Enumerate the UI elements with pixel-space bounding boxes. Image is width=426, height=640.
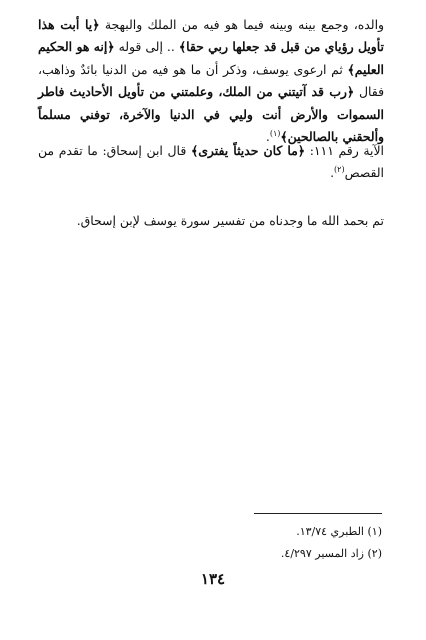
footnote-2: (٢) زاد المسير ٤/٢٩٧. [280, 547, 382, 560]
quran-quote-1: ﴿يا أبت هذا تأويل رؤياي من قبل قد جعلها ربي حقا﴾ [38, 17, 384, 55]
paragraph-2-lead: الآية رقم ١١١: [305, 143, 385, 158]
quran-quote-2: ﴿إنه هو الحكيم العليم﴾ [38, 39, 384, 77]
paragraph-1 [38, 14, 384, 148]
footnote-1: (١) الطبري ١٣/٧٤. [296, 525, 382, 538]
paragraph-3 [38, 210, 384, 232]
quran-quote-4: ﴿ما كان حديثاً يفترى﴾ [190, 143, 306, 158]
paragraph-2-tail: قال ابن إسحاق: ما تقدم من القصص [38, 143, 384, 181]
paragraph-1-mid-2: ثم ارعوى يوسف، وذكر أن ما هو فيه من الدنيا بائدٌ وذاهب، فقال [38, 61, 384, 100]
footnote-ref-1: (١) [269, 128, 281, 138]
paragraph-2-end: . [330, 165, 335, 181]
paragraph-1-mid-1: .. إلى قوله [114, 39, 179, 55]
closing-sentence: تم بحمد الله ما وجدناه من تفسير سورة يوسف لإبن إسحاق. [76, 213, 384, 228]
paragraph-1-lead: والده، وجمع بينه وبينه فيما هو فيه من الملك والبهجة [99, 17, 385, 32]
footnote-ref-2: (٢) [334, 165, 345, 175]
paragraph-1-end: . [265, 129, 270, 145]
page-number: ١٣٤ [200, 570, 226, 588]
footnote-divider [254, 513, 382, 514]
quran-quote-3: ﴿رب قد آتيتني من الملك، وعلمتني من تأويل الأحاديث فاطر السموات والأرض أنت وليي في الدنيا والآخرة، توفني مسلماً وألحقني بالصالحين﴾ [38, 84, 384, 145]
paragraph-2 [38, 140, 384, 185]
